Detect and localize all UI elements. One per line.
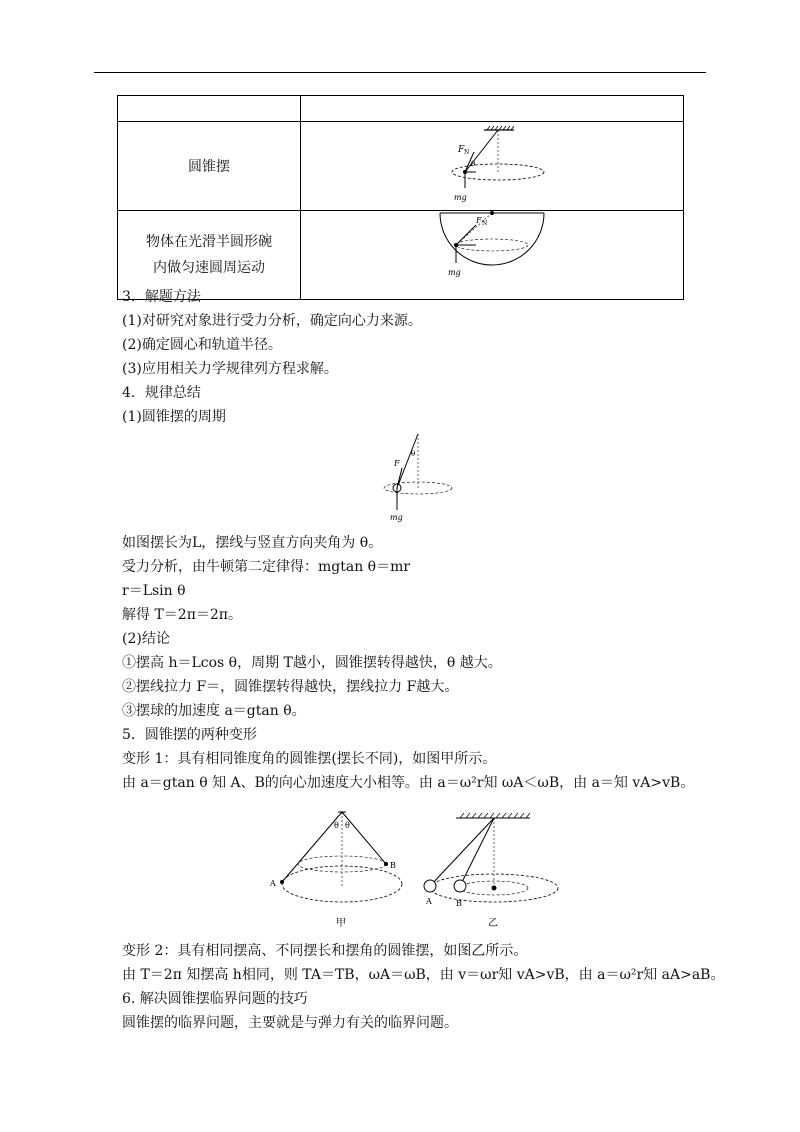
- conical-pendulum-period-figure: [380, 430, 470, 522]
- bowl-figure-cell: [301, 211, 684, 300]
- text-line: 变形 2：具有相同摆高、不同摆长和摆角的圆锥摆，如图乙所示。: [122, 943, 528, 959]
- summary-table: [117, 95, 684, 300]
- text-line: (2)确定圆心和轨道半径。: [122, 337, 282, 353]
- text-line: 5．圆锥摆的两种变形: [122, 727, 257, 743]
- header-rule: [94, 72, 706, 73]
- mg-label: mg: [454, 193, 467, 202]
- theta-label: θ: [334, 821, 339, 830]
- text-line: 解得 T＝2π＝2π。: [122, 607, 243, 623]
- force-label: F: [476, 216, 482, 225]
- text-line: (2)结论: [122, 631, 170, 647]
- text-line: 4．规律总结: [122, 385, 201, 401]
- mg-label: mg: [448, 268, 461, 277]
- point-b-label: B: [390, 861, 396, 870]
- table-cell: [301, 96, 684, 122]
- text-line: (3)应用相关力学规律列方程求解。: [122, 361, 338, 377]
- point-a-label: A: [426, 897, 432, 906]
- table-row: [118, 122, 684, 211]
- force-subscript: N: [482, 220, 488, 227]
- text-line: ①摆高 h＝Lcos θ，周期 T越小，圆锥摆转得越快，θ 越大。: [122, 655, 502, 671]
- force-label: F: [394, 459, 400, 468]
- theta-label: θ: [345, 821, 350, 830]
- table-cell-label: 圆锥摆: [118, 122, 301, 211]
- figure-yi: [420, 808, 560, 934]
- force-subscript: N: [464, 149, 470, 156]
- text-line: ③摆球的加速度 a＝gtan θ。: [122, 703, 306, 719]
- point-b-label: B: [456, 899, 462, 908]
- text-line: 6. 解决圆锥摆临界问题的技巧: [122, 991, 308, 1007]
- mg-label: mg: [390, 513, 403, 522]
- figure-jia: [268, 808, 408, 934]
- text-line: 3．解题方法: [122, 289, 201, 305]
- text-line: ②摆线拉力 F＝，圆锥摆转得越快，摆线拉力 F越大。: [122, 679, 459, 695]
- force-label: F: [458, 145, 465, 155]
- text-line: 由 a＝gtan θ 知 A、B的向心加速度大小相等。由 a＝ω²r知 ωA＜ωB，由 a＝知 vA>vB。: [122, 775, 695, 791]
- conical-pendulum-figure: [432, 122, 552, 206]
- conical-pendulum-figure-cell: [301, 122, 684, 211]
- text-line: 受力分析，由牛顿第二定律得：mgtan θ＝mr: [122, 559, 411, 575]
- figure-caption-yi: 乙: [488, 918, 498, 929]
- theta-label: θ: [471, 160, 476, 168]
- bowl-label-line2: 内做匀速圆周运动: [153, 260, 265, 276]
- table-row: [118, 96, 684, 122]
- bowl-figure: [432, 211, 552, 295]
- theta-label: θ: [411, 450, 416, 458]
- point-a-label: A: [270, 879, 276, 888]
- text-line: (1)对研究对象进行受力分析，确定向心力来源。: [122, 313, 422, 329]
- table-cell: [118, 96, 301, 122]
- text-line: 由 T＝2π 知摆高 h相同，则 TA＝TB，ωA＝ωB，由 v＝ωr知 vA>vB，由 a＝ω²r知 aA>aB。: [122, 967, 725, 983]
- text-line: r＝Lsin θ: [122, 583, 186, 599]
- figure-caption-jia: 甲: [336, 918, 346, 929]
- text-line: 如图摆长为L，摆线与竖直方向夹角为 θ。: [122, 535, 383, 551]
- table-row: [118, 211, 684, 300]
- text-line: 变形 1：具有相同锥度角的圆锥摆(摆长不同)，如图甲所示。: [122, 751, 497, 767]
- text-line: (1)圆锥摆的周期: [122, 409, 226, 425]
- text-line: 圆锥摆的临界问题，主要就是与弹力有关的临界问题。: [122, 1015, 458, 1031]
- bowl-label-line1: 物体在光滑半圆形碗: [146, 234, 272, 250]
